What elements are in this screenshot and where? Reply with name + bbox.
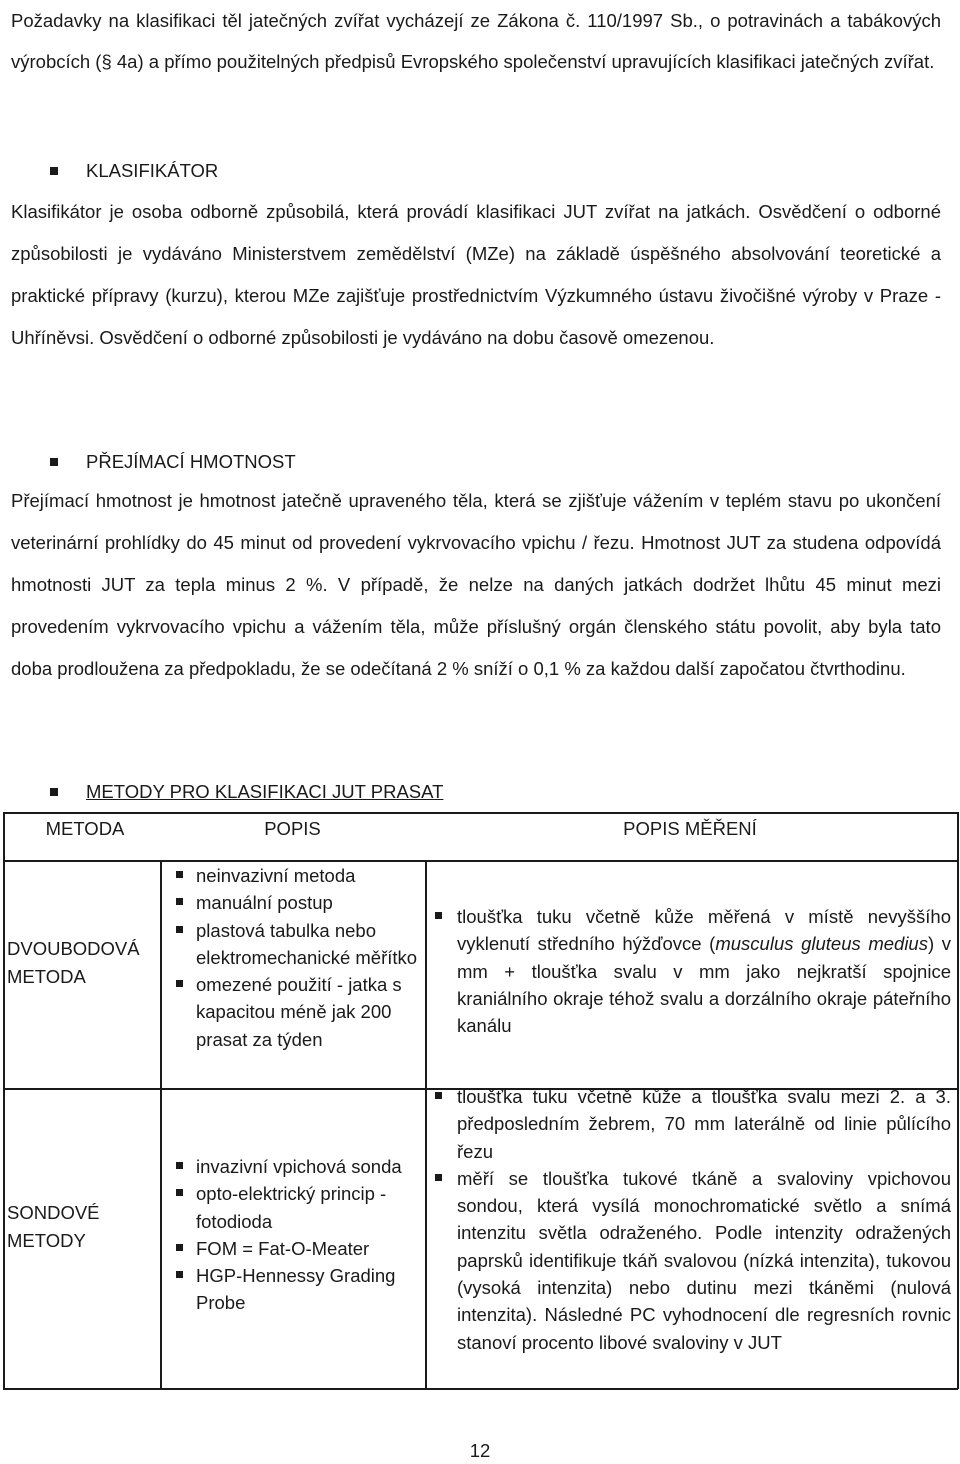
method-name-line: METODA bbox=[7, 966, 86, 987]
table-border-left bbox=[3, 861, 5, 1389]
table-header-divider bbox=[3, 860, 958, 862]
section-title: PŘEJÍMACÍ HMOTNOST bbox=[86, 451, 296, 472]
measure-text: ) v mm + tloušťka svalu v mm jako nejkratší spojnice kraniálního okraje téhož svalu a dorzálního okraje páteřního kanálu bbox=[457, 933, 951, 1037]
latin-term: musculus gluteus medius bbox=[715, 933, 928, 955]
table-border-right bbox=[957, 861, 959, 1389]
bullet-square-icon bbox=[50, 458, 58, 466]
list-item: neinvazivní metoda bbox=[174, 862, 419, 889]
table-border-left-header bbox=[3, 812, 5, 861]
table-cell-method bbox=[7, 935, 140, 991]
table-cell-method bbox=[7, 1199, 100, 1255]
list-item: měří se tloušťka tukové tkáně a svaloviny vpichovou sondou, která vysílá monochromatické světlo a snímá intenzitu světla odraženého. Podle intenzity odražených paprsků identifikuje tkáň svalovou (nízká intenzita), tukovou (vysoká intenzita) nebo dutinu mezi tkáněmi (nulová intenzita). Následné PC vyhodnocení dle regresních rovnic stanoví procento libové svaloviny v JUT bbox=[435, 1165, 951, 1356]
table-header-popis-mereni: POPIS MĚŘENÍ bbox=[623, 818, 757, 839]
table-border-bottom bbox=[3, 1388, 958, 1390]
table-cell-mereni bbox=[435, 1083, 951, 1356]
list-item: manuální postup bbox=[174, 889, 419, 916]
list-item: omezené použití - jatka s kapacitou méně jak 200 prasat za týden bbox=[174, 971, 419, 1053]
table-header-metoda: METODA bbox=[45, 818, 125, 839]
section-heading-prejimaci bbox=[50, 451, 296, 473]
list-item: plastová tabulka nebo elektromechanické měřítko bbox=[174, 917, 419, 972]
section-title: KLASIFIKÁTOR bbox=[86, 160, 219, 181]
klasifikator-paragraph: Klasifikátor je osoba odborně způsobilá, která provádí klasifikaci JUT zvířat na jatkách. Osvědčení o odborné způsobilosti je vydáváno Ministerstvem zemědělství (MZe) na základě úspěšného absolvování teoretické a praktické přípravy (kurzu), kterou MZe zajišťuje prostřednictvím Výzkumného ústavu živočišné výroby v Praze - Uhříněvsi. Osvědčení o odborné způsobilosti je vydáváno na dobu časově omezenou. bbox=[11, 201, 941, 348]
table-cell-popis bbox=[174, 862, 419, 1053]
page-number: 12 bbox=[469, 1440, 491, 1461]
method-name-line: METODY bbox=[7, 1230, 86, 1251]
section-heading-klasifikator bbox=[50, 160, 218, 182]
bullet-square-icon bbox=[50, 788, 58, 796]
list-item: opto-elektrický princip - fotodioda bbox=[174, 1180, 424, 1235]
section-heading-metody bbox=[50, 781, 443, 803]
list-item bbox=[435, 903, 951, 1039]
measure-text: tloušťka tuku včetně kůže měřená v místě nevyššího vyklenutí středního hýžďovce ( bbox=[457, 906, 951, 955]
table-header-popis: POPIS bbox=[264, 818, 321, 839]
prejimaci-paragraph: Přejímací hmotnost je hmotnost jatečně upraveného těla, která se zjišťuje vážením v teplém stavu po ukončení veterinární prohlídky do 45 minut od provedení vykrvovacího vpichu / řezu. Hmotnost JUT za studena odpovídá hmotnosti JUT za tepla minus 2 %. V případě, že nelze na daných jatkách dodržet lhůtu 45 minut mezi provedením vykrvovacího vpichu a vážením těla, může příslušný orgán členského státu povolit, aby byla tato doba prodloužena za předpokladu, že se odečítaná 2 % sníží o 0,1 % za každou další započatou čtvrthodinu. bbox=[11, 490, 941, 679]
table-cell-popis bbox=[174, 1153, 424, 1317]
table-col-divider-2 bbox=[425, 861, 427, 1389]
table-cell-mereni bbox=[435, 903, 951, 1039]
list-item: HGP-Hennessy Grading Probe bbox=[174, 1262, 424, 1317]
list-item: tloušťka tuku včetně kůže a tloušťka svalu mezi 2. a 3. předposledním žebrem, 70 mm laterálně od linie půlícího řezu bbox=[435, 1083, 951, 1165]
bullet-square-icon bbox=[50, 167, 58, 175]
list-item: FOM = Fat-O-Meater bbox=[174, 1235, 424, 1262]
method-name-line: SONDOVÉ bbox=[7, 1202, 100, 1223]
table-col-divider-1 bbox=[160, 861, 162, 1389]
section-title: METODY PRO KLASIFIKACI JUT PRASAT bbox=[86, 781, 444, 802]
intro-paragraph: Požadavky na klasifikaci těl jatečných zvířat vycházejí ze Zákona č. 110/1997 Sb., o potravinách a tabákových výrobcích (§ 4a) a přímo použitelných předpisů Evropského společenství upravujících klasifikaci jatečných zvířat. bbox=[11, 10, 941, 72]
method-name-line: DVOUBODOVÁ bbox=[7, 938, 140, 959]
list-item: invazivní vpichová sonda bbox=[174, 1153, 424, 1180]
table-border-right-header bbox=[957, 812, 959, 861]
